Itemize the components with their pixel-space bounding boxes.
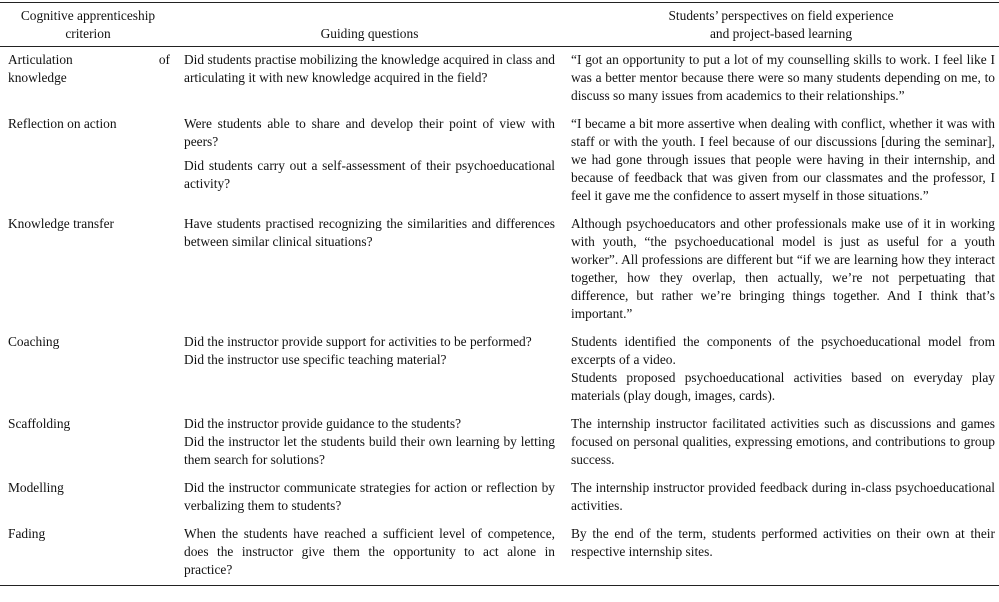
perspective-text: Although psychoeducators and other professionals make use of it in working with youth, “the psychoeducational model is just as useful for a youth worker”. All professions are different but “if we are learning how they interact together, how they overlap, then actually, we’re not perpetuating that difference, but rather we’re bringing things together. And I think that’s important.” [571, 216, 995, 321]
question-text: Did students carry out a self-assessment of their psychoeducational activity? [184, 158, 555, 191]
cognitive-apprenticeship-table [0, 2, 999, 586]
table-body [0, 47, 999, 586]
question-text: When the students have reached a sufficient level of competence, does the instructor give them the opportunity to act alone in practice? [184, 526, 555, 577]
perspective-text: Students identified the components of the psychoeducational model from excerpts of a video. [571, 334, 995, 367]
question-text: Have students practised recognizing the similarities and differences between similar clinical situations? [184, 216, 555, 249]
perspectives-cell [563, 111, 999, 211]
questions-cell [176, 521, 563, 586]
criterion-word: of [158, 52, 170, 67]
perspective-text: The internship instructor facilitated activities such as discussions and games focused on personal qualities, expressing emotions, and contributions to group success. [571, 416, 995, 467]
questions-cell [176, 111, 563, 211]
table-row [0, 47, 999, 112]
header-row [0, 3, 999, 47]
table-row [0, 111, 999, 211]
header-perspectives-line2: and project-based learning [709, 26, 853, 41]
perspectives-cell [563, 521, 999, 586]
perspective-text: “I became a bit more assertive when dealing with conflict, whether it was with staff or with the youth. I feel because of our discussions [during the seminar], we had gone through issues that people were having in their internship, and because of feedback that was given from our classmates and the professor, I feel it gave me the confidence to assert myself in those situations.” [571, 116, 995, 203]
header-perspectives-line1: Students’ perspectives on field experience [668, 8, 894, 23]
question-text: Did students practise mobilizing the knowledge acquired in class and articulating it with new knowledge acquired in the field? [184, 52, 555, 85]
questions-cell [176, 47, 563, 112]
header-criterion-line2: criterion [65, 26, 111, 41]
header-guiding-questions: Guiding questions [176, 3, 563, 47]
criterion-cell: Scaffolding [8, 416, 71, 431]
perspectives-cell [563, 475, 999, 521]
criterion-cell: Reflection on action [8, 116, 117, 131]
question-text: Did the instructor provide support for activities to be performed? [184, 334, 532, 349]
criterion-line2: knowledge [8, 70, 67, 85]
criterion-line1 [8, 51, 170, 69]
perspectives-cell [563, 411, 999, 475]
perspectives-cell [563, 47, 999, 112]
table-header [0, 3, 999, 47]
table-row [0, 211, 999, 329]
table-row [0, 329, 999, 411]
questions-cell [176, 211, 563, 329]
criterion-word: Articulation [8, 52, 73, 67]
perspective-text: “I got an opportunity to put a lot of my counselling skills to work. I feel like I was a better mentor because there were so many students depending on me, to discuss so many issues from academics to their relationships.” [571, 52, 995, 103]
perspectives-cell [563, 211, 999, 329]
header-criterion [0, 3, 176, 47]
table-row [0, 475, 999, 521]
questions-cell [176, 411, 563, 475]
criterion-cell: Knowledge transfer [8, 216, 114, 231]
perspective-text: By the end of the term, students performed activities on their own at their respective internship sites. [571, 526, 995, 559]
perspective-text: The internship instructor provided feedback during in-class psychoeducational activities. [571, 480, 995, 513]
question-text: Did the instructor provide guidance to the students? [184, 416, 462, 431]
header-criterion-line1: Cognitive apprenticeship [20, 8, 156, 23]
question-text: Did the instructor let the students build their own learning by letting them search for solutions? [184, 434, 555, 467]
question-text: Were students able to share and develop their point of view with peers? [184, 116, 555, 149]
question-text: Did the instructor use specific teaching material? [184, 352, 447, 367]
header-perspectives [563, 3, 999, 47]
criterion-cell [0, 47, 176, 112]
criterion-cell: Fading [0, 521, 176, 586]
perspectives-cell [563, 329, 999, 411]
questions-cell [176, 475, 563, 521]
question-text: Did the instructor communicate strategies for action or reflection by verbalizing them to students? [184, 480, 555, 513]
table-row [0, 411, 999, 475]
table-row [0, 521, 999, 586]
criterion-cell: Modelling [8, 480, 64, 495]
criterion-cell: Coaching [8, 334, 60, 349]
perspective-text: Students proposed psychoeducational activities based on everyday play materials (play dough, images, cards). [571, 370, 995, 403]
questions-cell [176, 329, 563, 411]
